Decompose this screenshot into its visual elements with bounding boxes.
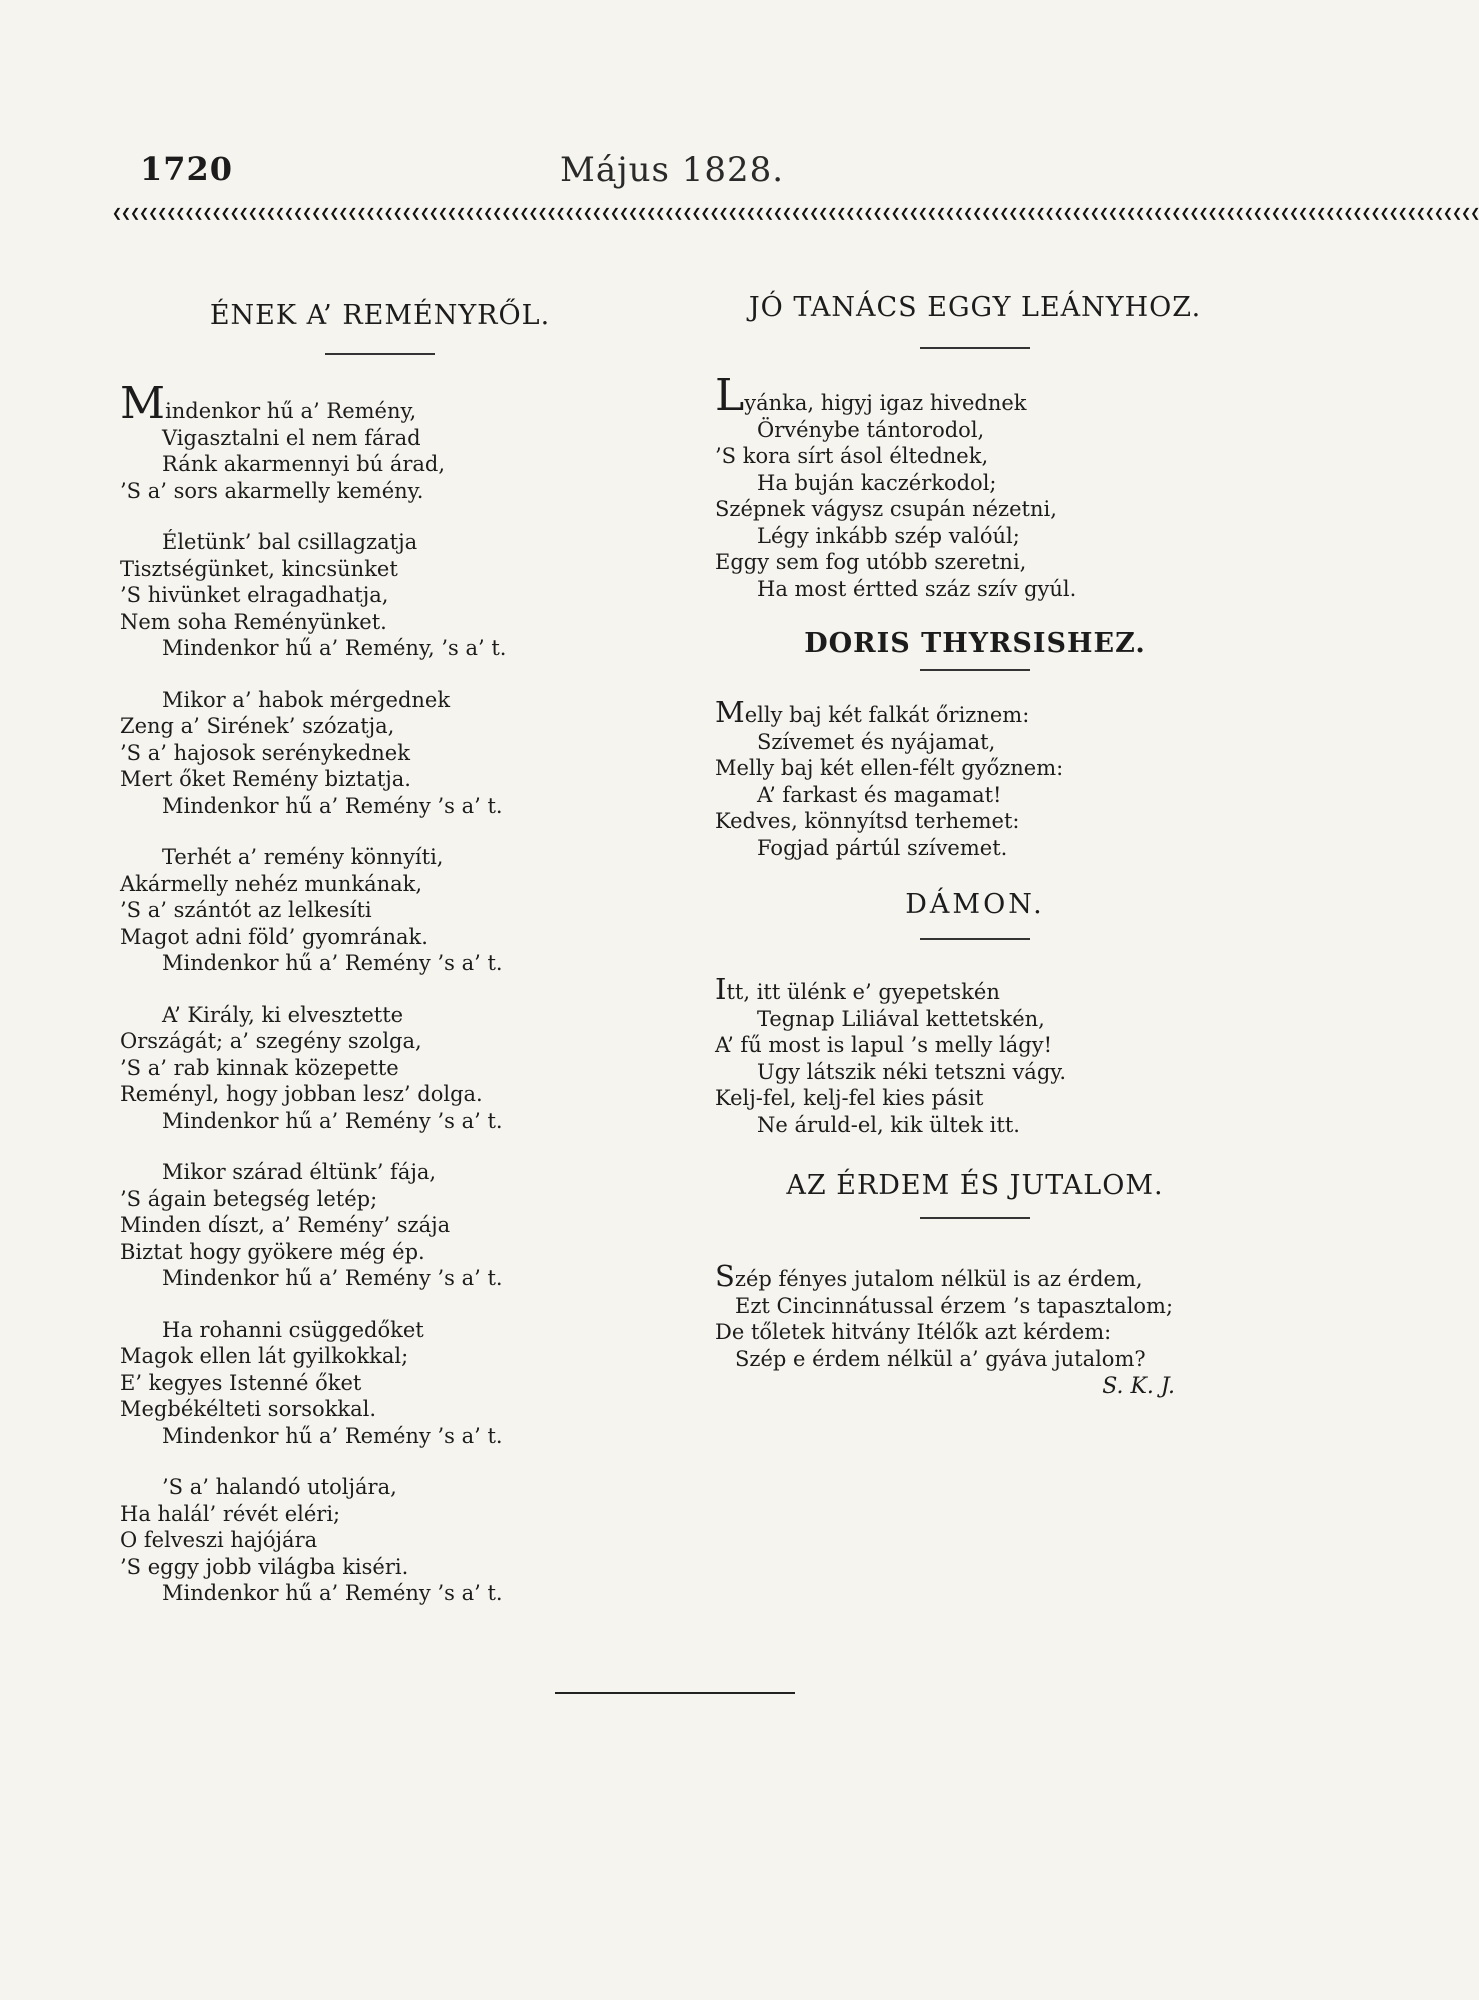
- stanza: [120, 1317, 640, 1450]
- poem-line: Ugy látszik néki tetszni vágy.: [757, 1059, 1067, 1084]
- poem-line: ’S a’ szántót az lelkesíti: [120, 898, 372, 922]
- poem-line: Akármelly nehéz munkának,: [120, 871, 423, 896]
- poem-line: ’S a’ halandó utoljára,: [162, 1475, 397, 1499]
- poem-line: Eggy sem fog utóbb szeretni,: [715, 550, 1027, 574]
- poem-line: Magot adni föld’ gyomrának.: [120, 924, 428, 949]
- poem-line: Ránk akarmennyi bú árad,: [162, 452, 446, 476]
- poem-jo-tanacs-body: [715, 370, 1235, 602]
- title-rule: [920, 938, 1030, 940]
- poem-line: Országát; a’ szegény szolga,: [120, 1029, 422, 1053]
- poem-line: Mikor szárad éltünk’ fája,: [162, 1160, 437, 1184]
- poem-line: Reményl, hogy jobban lesz’ dolga.: [120, 1082, 483, 1106]
- stanza: [120, 844, 640, 977]
- page-number: 1720: [140, 150, 234, 188]
- poem-line: ’S hivünket elragadhatja,: [120, 583, 389, 607]
- poem-title-erdem: AZ ÉRDEM ÉS JUTALOM.: [786, 1170, 1164, 1201]
- poem-line: Mindenkor hű a’ Remény ’s a’ t.: [162, 1423, 503, 1448]
- poem-line: Megbékélteti sorsokkal.: [120, 1397, 377, 1421]
- poem-line: Mindenkor hű a’ Remény,: [120, 378, 417, 429]
- stanza: [120, 687, 640, 820]
- poem-line: E’ kegyes Istenné őket: [120, 1370, 362, 1395]
- poem-line: Kelj-fel, kelj-fel kies pásit: [715, 1086, 984, 1110]
- poem-line: Melly baj két ellen-félt győznem:: [715, 756, 1064, 780]
- poem-line: Kedves, könnyítsd terhemet:: [715, 809, 1020, 833]
- poem-line: Ha rohanni csüggedőket: [162, 1317, 424, 1342]
- poem-line: Melly baj két falkát őriznem:: [715, 695, 1030, 729]
- poem-line: Szépnek vágysz csupán nézetni,: [715, 497, 1057, 521]
- poem-line: Vigasztalni el nem fárad: [162, 425, 421, 450]
- poem-line: Lyánka, higyj igaz hivednek: [715, 370, 1027, 421]
- poem-line: Fogjad pártúl szívemet.: [757, 835, 1008, 860]
- poem-line: Magok ellen lát gyilkokkal;: [120, 1344, 409, 1368]
- poem-line: Szép e érdem nélkül a’ gyáva jutalom?: [735, 1346, 1146, 1371]
- poem-line: Tegnap Liliával kettetskén,: [757, 1006, 1045, 1031]
- poem-title-damon: DÁMON.: [905, 889, 1045, 920]
- poem-line: Tisztségünket, kincsünket: [120, 556, 398, 581]
- stanza: [120, 1474, 640, 1607]
- poem-damon-body: [715, 972, 1235, 1138]
- poem-line: A’ Király, ki elvesztette: [162, 1002, 404, 1027]
- running-title: Május 1828.: [560, 150, 785, 190]
- poem-line: De tőletek hitvány Itélők azt kérdem:: [715, 1320, 1112, 1344]
- stanza: [120, 1159, 640, 1292]
- poem-erdem-body: [715, 1259, 1235, 1372]
- poem-title-doris: DORIS THYRSISHEZ.: [804, 628, 1146, 659]
- poem-line: Nem soha Reményünket.: [120, 609, 387, 634]
- poem-line: Zeng a’ Sirének’ szózatja,: [120, 714, 395, 738]
- poem-title-enek: ÉNEK A’ REMÉNYRŐL.: [209, 300, 551, 331]
- poem-line: Itt, itt ülénk e’ gyepetskén: [715, 972, 1000, 1006]
- poem-line: ’S a’ rab kinnak közepette: [120, 1055, 399, 1080]
- ornament-rule: ❮❮❮❮❮❮❮❮❮❮❮❮❮❮❮❮❮❮❮❮❮❮❮❮❮❮❮❮❮❮❮❮❮❮❮❮❮❮❮❮❮❮❮❮❮❮❮❮❮❮❮❮❮❮❮❮❮❮❮❮❮❮❮❮❮❮❮❮❮❮❮❮❮❮❮❮❮❮❮❮❮❮❮❮❮❮❮❮❮❮❮❮❮❮❮❮❮❮❮❮❮❮❮❮❮❮❮❮❮❮❮❮❮❮❮❮❮❮❮❮❮❮❮❮❮❮❮❮❮❮❮❮❮❮❮❮❮❮❮❮❮❮❮❮❮❮❮❮❮❮❮: [112, 206, 1479, 220]
- poem-line: Mindenkor hű a’ Remény ’s a’ t.: [162, 1581, 503, 1605]
- poem-line: Életünk’ bal csillagzatja: [162, 530, 418, 554]
- poem-line: Légy inkább szép valóúl;: [757, 523, 1020, 548]
- poem-line: Ha halál’ révét eléri;: [120, 1501, 341, 1526]
- poem-line: Minden díszt, a’ Remény’ szája: [120, 1213, 451, 1237]
- poem-line: Mindenkor hű a’ Remény ’s a’ t.: [162, 1266, 503, 1290]
- poem-line: Ha most értted száz szív gyúl.: [757, 576, 1077, 601]
- poem-line: ’S a’ sors akarmelly kemény.: [120, 478, 424, 503]
- poem-line: Mikor a’ habok mérgednek: [162, 687, 451, 712]
- poem-line: Mindenkor hű a’ Remény ’s a’ t.: [162, 1108, 503, 1133]
- title-rule: [325, 353, 435, 355]
- poem-line: Mindenkor hű a’ Remény, ’s a’ t.: [162, 636, 507, 660]
- poem-line: Szép fényes jutalom nélkül is az érdem,: [715, 1259, 1143, 1293]
- poem-enek-body: [120, 378, 640, 1607]
- title-rule: [920, 669, 1030, 671]
- left-column: [120, 300, 640, 1607]
- stanza: [120, 1002, 640, 1135]
- poem-line: Ezt Cincinnátussal érzem ’s tapasztalom;: [735, 1293, 1174, 1318]
- attribution: S. K. J.: [1102, 1374, 1175, 1399]
- stanza: [120, 529, 640, 662]
- title-rule: [920, 347, 1030, 349]
- poem-line: A’ fű most is lapul ’s melly lágy!: [715, 1033, 1053, 1057]
- poem-line: Ne áruld-el, kik ültek itt.: [757, 1112, 1020, 1137]
- poem-title-jo-tanacs: JÓ TANÁCS EGGY LEÁNYHOZ.: [748, 292, 1202, 323]
- poem-doris-body: [715, 695, 1235, 861]
- page-header: [140, 150, 1240, 198]
- stanza: [120, 378, 640, 504]
- poem-line: Mert őket Remény biztatja.: [120, 767, 411, 791]
- poem-line: Örvénybe tántorodol,: [757, 417, 985, 442]
- poem-line: Mindenkor hű a’ Remény ’s a’ t.: [162, 793, 503, 818]
- end-rule: [555, 1692, 795, 1694]
- title-rule: [920, 1217, 1030, 1219]
- poem-line: ’S kora sírt ásol éltednek,: [715, 444, 989, 468]
- poem-line: ’S ágain betegség letép;: [120, 1186, 378, 1211]
- poem-line: ’S a’ hajosok serénykednek: [120, 740, 410, 765]
- poem-line: Mindenkor hű a’ Remény ’s a’ t.: [162, 951, 503, 975]
- right-column: [715, 292, 1235, 1399]
- poem-line: Ha buján kaczérkodol;: [757, 470, 997, 495]
- poem-line: Terhét a’ remény könnyíti,: [162, 845, 444, 869]
- poem-line: O felveszi hajójára: [120, 1528, 318, 1552]
- poem-line: ’S eggy jobb világba kiséri.: [120, 1554, 409, 1579]
- poem-line: Biztat hogy gyökere még ép.: [120, 1239, 425, 1264]
- poem-line: A’ farkast és magamat!: [757, 782, 1002, 807]
- poem-line: Szívemet és nyájamat,: [757, 729, 996, 754]
